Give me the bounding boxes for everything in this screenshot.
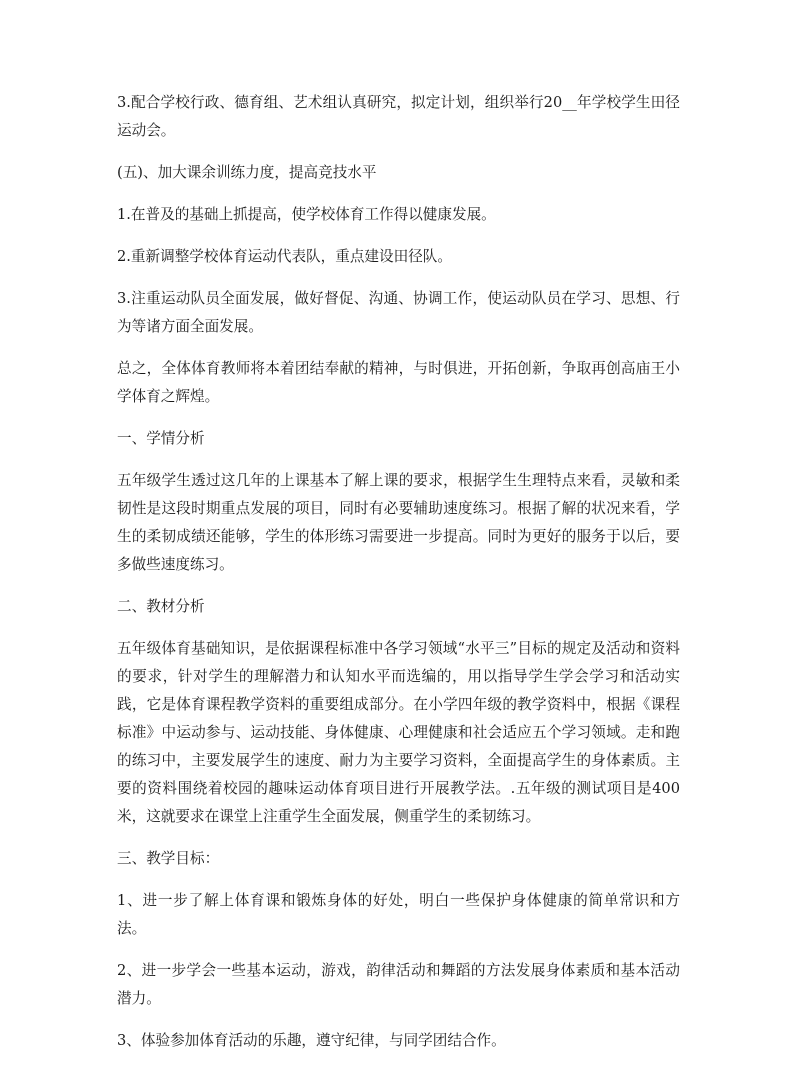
- document-body: [117, 89, 680, 1069]
- list-item-2: 2.重新调整学校体育运动代表队，重点建设田径队。: [117, 248, 452, 265]
- summary-paragraph: 总之，全体体育教师将本着团结奉献的精神，与时俱进，开拓创新，争取再创高庙王小学体育之辉煌。: [117, 360, 680, 405]
- goal-item-2: 2、进一步学会一些基本运动，游戏，韵律活动和舞蹈的方法发展身体素质和基本活动潜力。: [117, 962, 680, 1007]
- section-heading-five: (五)、加大课余训练力度，提高竞技水平: [117, 164, 377, 181]
- goal-item-1: 1、进一步了解上体育课和锻炼身体的好处，明白一些保护身体健康的简单常识和方法。: [117, 892, 680, 937]
- list-item-3: 3.注重运动队员全面发展，做好督促、沟通、协调工作，使运动队员在学习、思想、行为等诸方面全面发展。: [117, 290, 680, 335]
- section-heading-student-analysis: 一、学情分析: [117, 430, 205, 447]
- student-analysis-paragraph: 五年级学生透过这几年的上课基本了解上课的要求，根据学生生理特点来看，灵敏和柔韧性是这段时期重点发展的项目，同时有必要辅助速度练习。根据了解的状况来看，学生的柔韧成绩还能够，学生的体形练习需要进一步提高。同时为更好的服务于以后，要多做些速度练习。: [117, 472, 680, 573]
- list-item-1: 1.在普及的基础上抓提高，使学校体育工作得以健康发展。: [117, 206, 496, 223]
- section-heading-teaching-goals: 三、教学目标：: [117, 850, 220, 867]
- section-heading-material-analysis: 二、教材分析: [117, 598, 205, 615]
- goal-item-3: 3、体验参加体育活动的乐趣，遵守纪律，与同学团结合作。: [117, 1032, 506, 1049]
- paragraph-item-3-sports-meet: 3.配合学校行政、德育组、艺术组认真研究，拟定计划，组织举行20__年学校学生田径运动会。: [117, 94, 680, 139]
- material-analysis-paragraph: 五年级体育基础知识，是依据课程标准中各学习领域“水平三”目标的规定及活动和资料的要求，针对学生的理解潜力和认知水平而选编的，用以指导学生学会学习和活动实践，它是体育课程教学资料的重要组成部分。在小学四年级的教学资料中，根据《课程标准》中运动参与、运动技能、身体健康、心理健康和社会适应五个学习领域。走和跑的练习中，主要发展学生的速度、耐力为主要学习资料，全面提高学生的身体素质。主要的资料围绕着校园的趣味运动体育项目进行开展教学法。.五年级的测试项目是400米，这就要求在课堂上注重学生全面发展，侧重学生的柔韧练习。: [117, 640, 680, 825]
